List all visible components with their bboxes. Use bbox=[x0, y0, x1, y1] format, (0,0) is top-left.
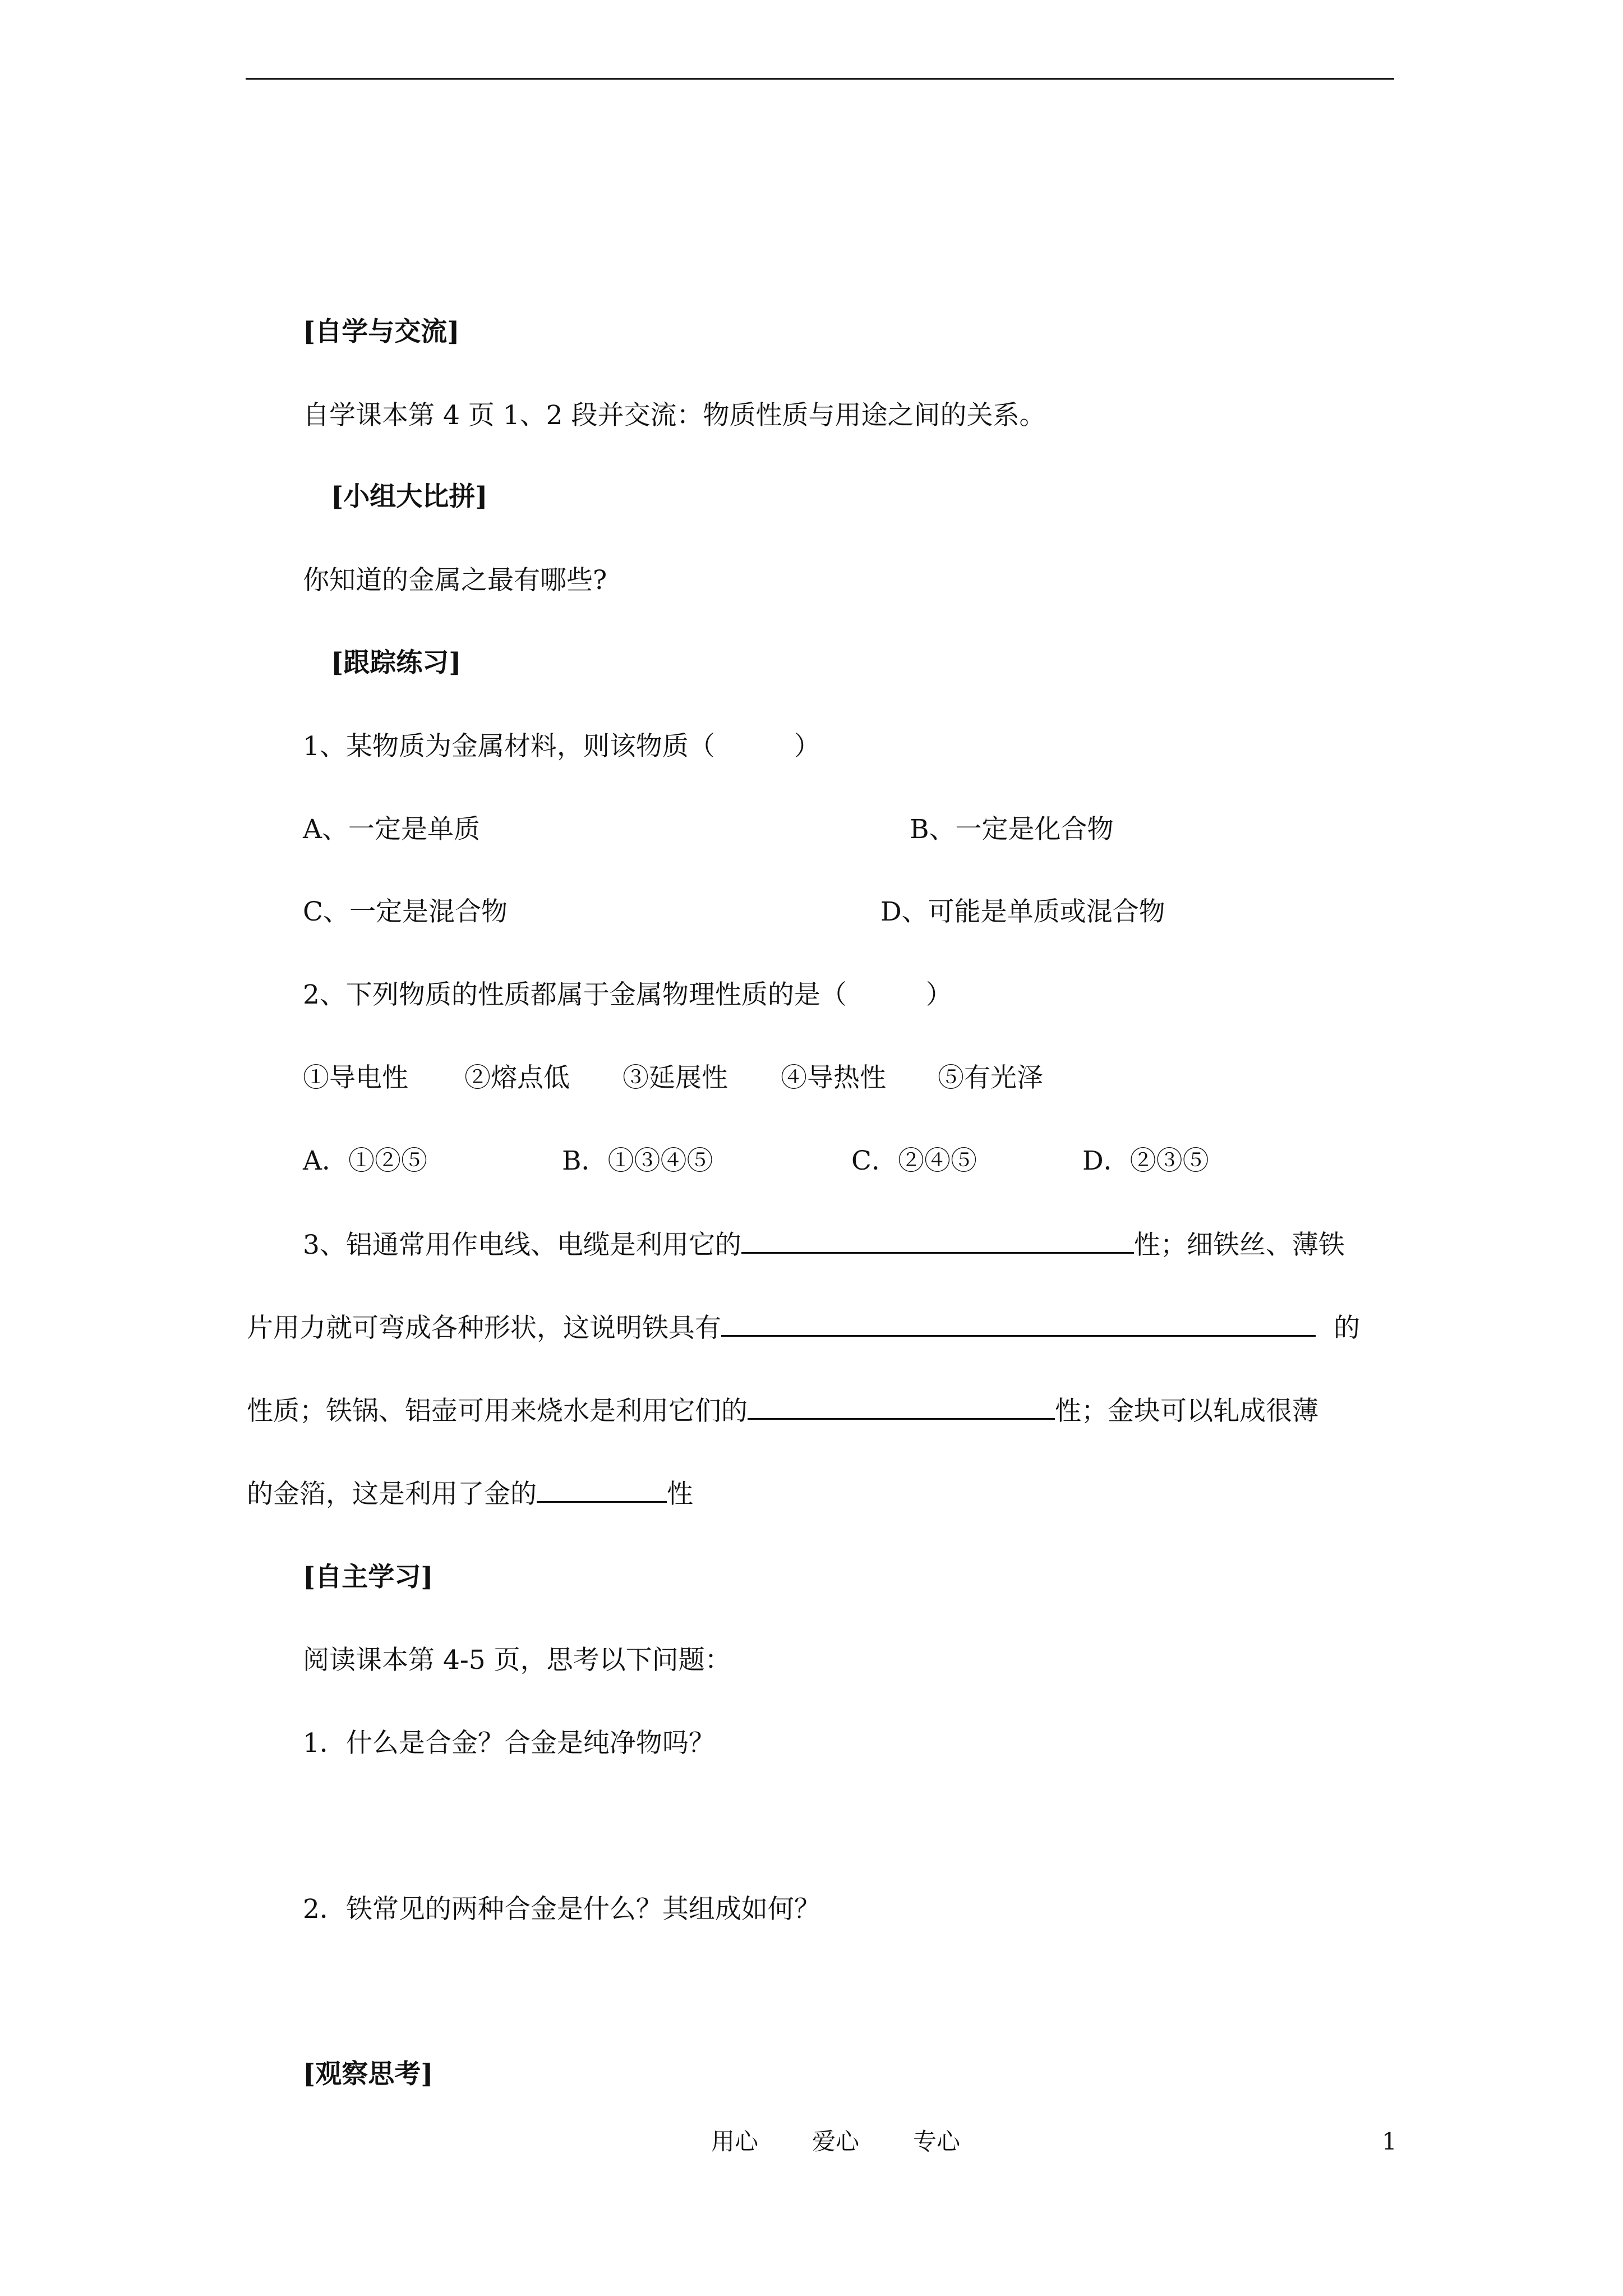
section-heading-self-study-exchange: [自学与交流] bbox=[303, 316, 460, 347]
question-1-option-b: B、一定是化合物 bbox=[910, 814, 1114, 845]
footer-motto-1: 用心 bbox=[711, 2128, 759, 2155]
question-3-text-4: 的 bbox=[1334, 1313, 1360, 1343]
footer-motto-3: 专心 bbox=[913, 2128, 961, 2155]
question-2-property-5: ⑤有光泽 bbox=[938, 1062, 1043, 1093]
question-3-text-1: 3、铝通常用作电线、电缆是利用它的 bbox=[303, 1230, 741, 1260]
section-heading-practice: [跟踪练习] bbox=[331, 647, 462, 678]
question-2-stem: 2、下列物质的性质都属于金属物理性质的是（ ） bbox=[303, 979, 952, 1010]
fill-blank-4[interactable] bbox=[537, 1476, 667, 1503]
question-3-text-5: 性质；铁锅、铝壶可用来烧水是利用它们的 bbox=[247, 1396, 748, 1427]
fill-blank-2[interactable] bbox=[721, 1310, 1316, 1337]
independent-study-question-1: 1．什么是合金？合金是纯净物吗？ bbox=[303, 1728, 715, 1759]
question-1-option-d: D、可能是单质或混合物 bbox=[880, 896, 1165, 927]
independent-study-instruction: 阅读课本第 4-5 页，思考以下问题： bbox=[303, 1645, 731, 1676]
footer-motto-2: 爱心 bbox=[812, 2128, 860, 2155]
question-2-option-c: C．②④⑤ bbox=[851, 1145, 977, 1176]
question-1-stem: 1、某物质为金属材料，则该物质（ ） bbox=[303, 731, 820, 762]
fill-blank-1[interactable] bbox=[741, 1227, 1134, 1254]
section-heading-independent-study: [自主学习] bbox=[303, 1562, 434, 1593]
question-3-text-7: 的金箔，这是利用了金的 bbox=[247, 1479, 537, 1510]
question-2-option-d: D．②③⑤ bbox=[1082, 1145, 1209, 1176]
question-3-text-3: 片用力就可弯成各种形状，这说明铁具有 bbox=[247, 1313, 721, 1343]
question-2-option-b: B．①③④⑤ bbox=[562, 1145, 713, 1176]
question-3-line-4 bbox=[247, 1476, 693, 1511]
question-3-line-2 bbox=[247, 1310, 1360, 1345]
header-rule bbox=[246, 78, 1394, 80]
question-3-text-2: 性；细铁丝、薄铁 bbox=[1133, 1230, 1345, 1260]
question-2-property-4: ④导热性 bbox=[781, 1062, 886, 1093]
question-3-text-6: 性；金块可以轧成很薄 bbox=[1055, 1396, 1318, 1427]
independent-study-question-2: 2．铁常见的两种合金是什么？其组成如何？ bbox=[303, 1894, 820, 1925]
question-2-property-1: ①导电性 bbox=[303, 1062, 408, 1093]
fill-blank-3[interactable] bbox=[748, 1393, 1055, 1420]
self-study-instruction: 自学课本第 4 页 1、2 段并交流：物质性质与用途之间的关系。 bbox=[303, 400, 1046, 431]
question-2-property-2: ②熔点低 bbox=[464, 1062, 570, 1093]
question-3-line-3 bbox=[247, 1393, 1318, 1428]
question-3-text-8: 性 bbox=[667, 1479, 693, 1510]
question-3-line-1 bbox=[303, 1227, 1345, 1262]
section-heading-group-contest: [小组大比拼] bbox=[331, 481, 488, 512]
question-2-property-3: ③延展性 bbox=[623, 1062, 728, 1093]
question-1-option-c: C、一定是混合物 bbox=[303, 896, 508, 927]
group-contest-question: 你知道的金属之最有哪些? bbox=[303, 565, 607, 596]
section-heading-observe-think: [观察思考] bbox=[303, 2059, 434, 2090]
page-number: 1 bbox=[1382, 2128, 1397, 2155]
question-2-option-a: A．①②⑤ bbox=[303, 1145, 427, 1176]
question-1-option-a: A、一定是单质 bbox=[303, 814, 480, 845]
